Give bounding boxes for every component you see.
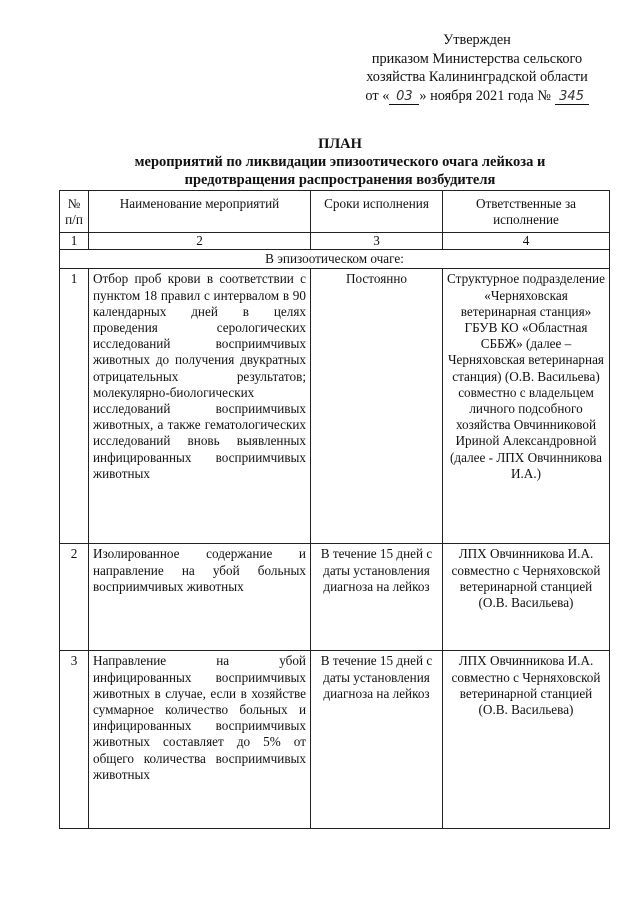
section-row	[60, 250, 610, 269]
row-responsible: ЛПХ Овчинникова И.А. совместно с Черняховской ветеринарной станцией (О.В. Васильева)	[443, 651, 610, 829]
row-responsible: ЛПХ Овчинникова И.А. совместно с Черняховской ветеринарной станцией (О.В. Васильева)	[443, 544, 610, 651]
document-title	[60, 135, 620, 189]
row-term: В течение 15 дней с даты установления диагноза на лейкоз	[311, 651, 443, 829]
row-term: В течение 15 дней с даты установления диагноза на лейкоз	[311, 544, 443, 651]
table-row	[60, 651, 610, 829]
date-month-year: » ноября 2021 года №	[419, 87, 551, 104]
header-number: № п/п	[60, 191, 89, 233]
title-subject-line2: предотвращения распространения возбудителя	[184, 172, 496, 188]
handwritten-order-number: 345	[555, 90, 589, 105]
date-prefix: от «	[365, 87, 390, 104]
table-row	[60, 544, 610, 651]
measures-table	[59, 190, 610, 829]
col-number-1: 1	[60, 233, 89, 250]
approval-line-order: приказом Министерства сельского	[371, 50, 583, 67]
header-term: Сроки исполнения	[311, 191, 443, 233]
header-name: Наименование мероприятий	[89, 191, 311, 233]
title-subject-line1: мероприятий по ликвидации эпизоотического очага лейкоза и	[134, 154, 546, 170]
row-number: 2	[60, 544, 89, 651]
title-plan: ПЛАН	[318, 136, 362, 152]
row-term: Постоянно	[311, 269, 443, 544]
column-number-row	[60, 233, 610, 250]
row-number: 1	[60, 269, 89, 544]
row-measure: Изолированное содержание и направление на убой больных восприимчивых животных	[89, 544, 311, 651]
approval-line-approved: Утвержден	[443, 32, 511, 48]
row-measure: Отбор проб крови в соответствии с пунктом 18 правил с интервалом в 90 календарных дней в целях проведения серологических исследований восприимчивых животных до получения двукратных отрицательных результатов; молекулярно-биологических исследований восприимчивых животных, а также гематологических исследований вновь выявленных инфицированных восприимчивых животных	[89, 269, 311, 544]
col-number-3: 3	[311, 233, 443, 250]
approval-block	[352, 31, 602, 105]
approval-line-ministry: хозяйства Калининградской области	[366, 69, 588, 85]
table-header-row	[60, 191, 610, 233]
row-number: 3	[60, 651, 89, 829]
table-row	[60, 269, 610, 544]
col-number-4: 4	[443, 233, 610, 250]
col-number-2: 2	[89, 233, 311, 250]
row-responsible: Структурное подразделение «Черняховская ветеринарная станция» ГБУВ КО «Областная СББЖ» (далее – Черняховская ветеринарная станция) (О.В. Васильева) совместно с владельцем личного подсобного хозяйства Овчинниковой Ириной Александровной (далее - ЛПХ Овчинникова И.А.)	[443, 269, 610, 544]
handwritten-day: 03	[389, 90, 419, 105]
header-responsible: Ответственные за исполнение	[443, 191, 610, 233]
approval-line-date	[352, 87, 602, 106]
section-title: В эпизоотическом очаге:	[60, 250, 610, 269]
row-measure: Направление на убой инфицированных восприимчивых животных в случае, если в хозяйстве суммарное количество больных и инфицированных восприимчивых животных составляет до 5% от общего количества восприимчивых животных	[89, 651, 311, 829]
